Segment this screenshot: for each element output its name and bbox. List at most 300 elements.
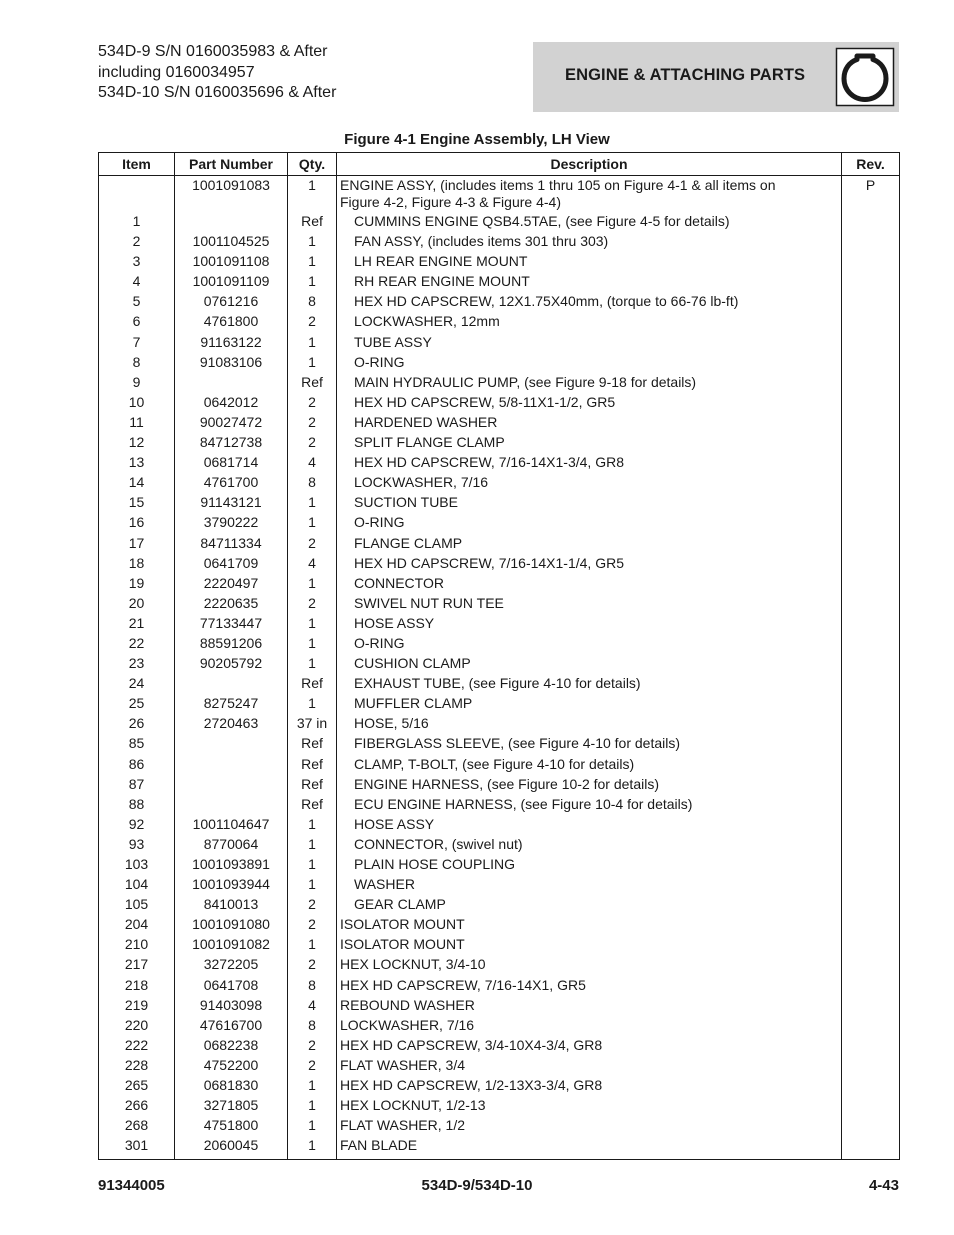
part-number-cell: 91163122 [175,334,288,354]
description-line: HEX HD CAPSCREW, 7/16-14X1-3/4, GR8 [354,454,624,471]
description-line: HEX HD CAPSCREW, 7/16-14X1-1/4, GR5 [354,554,624,571]
rev-cell [842,1037,900,1057]
description-cell [337,655,842,675]
description-cell [337,414,842,434]
part-number-cell [175,796,288,816]
qty-cell: 1 [288,816,337,836]
item-cell: 217 [99,956,175,976]
rev-cell [842,535,900,555]
item-cell: 7 [99,334,175,354]
part-number-cell: 0681830 [175,1077,288,1097]
item-cell: 265 [99,1077,175,1097]
table-row [99,1117,900,1137]
description-cell [337,997,842,1017]
part-number-cell: 0682238 [175,1037,288,1057]
rev-cell [842,293,900,313]
description-line: LOCKWASHER, 7/16 [340,1016,475,1033]
table-row [99,1097,900,1117]
description-line: FLANGE CLAMP [354,534,463,551]
part-number-cell: 1001091108 [175,253,288,273]
description-line: REBOUND WASHER [340,996,475,1013]
description-line: TUBE ASSY [354,333,432,350]
table-header-row [99,153,900,176]
table-row [99,494,900,514]
item-cell: 19 [99,575,175,595]
qty-cell: Ref [288,756,337,776]
description-cell [337,176,842,214]
qty-cell: 2 [288,434,337,454]
description-line: SUCTION TUBE [354,494,458,511]
table-row [99,977,900,997]
description-cell [337,233,842,253]
col-header-description: Description [337,153,842,176]
rev-cell [842,273,900,293]
description-line: HEX HD CAPSCREW, 5/8-11X1-1/2, GR5 [354,393,616,410]
qty-cell: 8 [288,977,337,997]
description-line: FAN ASSY, (includes items 301 thru 303) [354,233,609,250]
item-cell: 204 [99,916,175,936]
qty-cell: 4 [288,997,337,1017]
table-row [99,1077,900,1097]
rev-cell [842,374,900,394]
description-line: MAIN HYDRAULIC PUMP, (see Figure 9-18 for details) [354,373,697,390]
rev-cell [842,756,900,776]
table-row [99,595,900,615]
item-cell: 22 [99,635,175,655]
part-number-cell: 77133447 [175,615,288,635]
qty-cell: 2 [288,595,337,615]
rev-cell [842,655,900,675]
item-cell: 4 [99,273,175,293]
part-number-cell: 0761216 [175,293,288,313]
table-row [99,856,900,876]
qty-cell: 1 [288,695,337,715]
part-number-cell: 2220497 [175,575,288,595]
qty-cell: Ref [288,796,337,816]
rev-cell [842,1017,900,1037]
item-cell [99,176,175,214]
item-cell: 17 [99,535,175,555]
item-cell: 18 [99,555,175,575]
part-number-cell: 8275247 [175,695,288,715]
description-line: HEX LOCKNUT, 1/2-13 [340,1097,486,1114]
qty-cell: Ref [288,213,337,233]
rev-cell [842,1137,900,1160]
table-row [99,776,900,796]
qty-cell: 2 [288,896,337,916]
table-row [99,675,900,695]
description-line: HEX HD CAPSCREW, 1/2-13X3-3/4, GR8 [340,1077,603,1094]
table-row [99,836,900,856]
item-cell: 266 [99,1097,175,1117]
part-number-cell: 84711334 [175,535,288,555]
table-row [99,213,900,233]
qty-cell: Ref [288,776,337,796]
description-cell [337,635,842,655]
rev-cell [842,997,900,1017]
item-cell: 301 [99,1137,175,1160]
item-cell: 222 [99,1037,175,1057]
description-cell [337,715,842,735]
description-cell [337,595,842,615]
rev-cell [842,735,900,755]
description-line: ISOLATOR MOUNT [340,916,465,933]
description-line: FLAT WASHER, 1/2 [340,1117,465,1134]
description-line: PLAIN HOSE COUPLING [354,856,516,872]
table-row [99,535,900,555]
description-cell [337,273,842,293]
description-cell [337,615,842,635]
item-cell: 105 [99,896,175,916]
section-title: ENGINE & ATTACHING PARTS [565,66,806,84]
description-line: RH REAR ENGINE MOUNT [354,273,530,290]
description-cell [337,474,842,494]
description-line: O-RING [354,514,405,531]
table-row [99,394,900,414]
description-line: HARDENED WASHER [354,413,498,430]
table-row [99,756,900,776]
item-cell: 2 [99,233,175,253]
description-cell [337,1117,842,1137]
description-line: ISOLATOR MOUNT [340,936,465,953]
item-cell: 87 [99,776,175,796]
table-row [99,635,900,655]
part-number-cell: 90027472 [175,414,288,434]
part-number-cell [175,735,288,755]
qty-cell: 1 [288,1077,337,1097]
description-line: FIBERGLASS SLEEVE, (see Figure 4-10 for details) [354,735,681,752]
description-cell [337,293,842,313]
qty-cell: 2 [288,1057,337,1077]
qty-cell: 1 [288,1097,337,1117]
description-cell [337,816,842,836]
item-cell: 10 [99,394,175,414]
table-row [99,293,900,313]
qty-cell: 1 [288,334,337,354]
description-line: LOCKWASHER, 12mm [354,313,500,330]
rev-cell [842,394,900,414]
description-cell [337,675,842,695]
item-cell: 1 [99,213,175,233]
item-cell: 9 [99,374,175,394]
table-row [99,735,900,755]
item-cell: 85 [99,735,175,755]
item-cell: 268 [99,1117,175,1137]
qty-cell: Ref [288,374,337,394]
qty-cell: 1 [288,494,337,514]
description-cell [337,253,842,273]
serial-line-3: 534D-10 S/N 0160035696 & After [98,84,337,101]
qty-cell: Ref [288,735,337,755]
rev-cell [842,1077,900,1097]
item-cell: 23 [99,655,175,675]
rev-cell [842,1097,900,1117]
rev-cell [842,956,900,976]
table-row [99,354,900,374]
description-line: ENGINE ASSY, (includes items 1 thru 105 on Figure 4-1 & all items on [340,177,776,193]
table-row [99,695,900,715]
description-cell [337,735,842,755]
description-line: CUMMINS ENGINE QSB4.5TAE, (see Figure 4-5 for details) [354,213,730,229]
table-row [99,474,900,494]
description-cell [337,756,842,776]
item-cell: 21 [99,615,175,635]
qty-cell: 1 [288,354,337,374]
table-row [99,1037,900,1057]
item-cell: 218 [99,977,175,997]
description-line: HOSE ASSY [354,815,435,832]
item-cell: 12 [99,434,175,454]
parts-table-body [99,176,900,1160]
rev-cell [842,1057,900,1077]
rev-cell [842,494,900,514]
qty-cell: 1 [288,575,337,595]
part-number-cell: 91083106 [175,354,288,374]
description-cell [337,313,842,333]
rev-cell [842,595,900,615]
item-cell: 6 [99,313,175,333]
rev-cell [842,414,900,434]
description-cell [337,454,842,474]
rev-cell [842,977,900,997]
item-cell: 220 [99,1017,175,1037]
rev-cell [842,916,900,936]
description-line: O-RING [354,634,405,651]
description-cell [337,1097,842,1117]
item-cell: 25 [99,695,175,715]
description-line: FAN BLADE [340,1137,418,1154]
figure-title: Figure 4-1 Engine Assembly, LH View [344,131,610,148]
qty-cell: 1 [288,176,337,214]
description-cell [337,374,842,394]
table-row [99,273,900,293]
table-row [99,615,900,635]
description-line: HEX HD CAPSCREW, 3/4-10X4-3/4, GR8 [340,1036,603,1053]
part-number-cell [175,675,288,695]
description-cell [337,535,842,555]
description-cell [337,1037,842,1057]
description-cell [337,1137,842,1160]
part-number-cell: 0641709 [175,555,288,575]
description-line: HOSE, 5/16 [354,715,429,732]
rev-cell [842,555,900,575]
description-cell [337,213,842,233]
table-row [99,1017,900,1037]
description-cell [337,695,842,715]
engine-icon [835,47,895,107]
part-number-cell: 1001091109 [175,273,288,293]
rev-cell [842,334,900,354]
qty-cell: 8 [288,1017,337,1037]
description-cell [337,956,842,976]
description-cell [337,896,842,916]
description-cell [337,394,842,414]
description-line: Figure 4-2, Figure 4-3 & Figure 4-4) [340,194,561,210]
part-number-cell: 2720463 [175,715,288,735]
description-line: O-RING [354,353,405,370]
description-cell [337,936,842,956]
item-cell: 3 [99,253,175,273]
description-line: EXHAUST TUBE, (see Figure 4-10 for details) [354,675,641,692]
item-cell: 24 [99,675,175,695]
rev-cell [842,514,900,534]
qty-cell: 2 [288,916,337,936]
table-row [99,514,900,534]
item-cell: 16 [99,514,175,534]
description-line: HEX HD CAPSCREW, 12X1.75X40mm, (torque to 66-76 lb-ft) [354,293,739,310]
description-cell [337,354,842,374]
qty-cell: 2 [288,1037,337,1057]
serial-line-2: including 0160034957 [98,63,255,81]
footer-page-number: 4-43 [868,1177,899,1194]
item-cell: 104 [99,876,175,896]
part-number-cell: 88591206 [175,635,288,655]
rev-cell [842,675,900,695]
table-row [99,997,900,1017]
table-row [99,896,900,916]
part-number-cell: 1001091083 [175,176,288,214]
part-number-cell: 8770064 [175,836,288,856]
table-row [99,956,900,976]
part-number-cell: 90205792 [175,655,288,675]
qty-cell: 1 [288,936,337,956]
part-number-cell: 4761700 [175,474,288,494]
rev-cell [842,575,900,595]
col-header-part-number: Part Number [175,153,288,176]
item-cell: 5 [99,293,175,313]
item-cell: 210 [99,936,175,956]
part-number-cell [175,213,288,233]
part-number-cell: 1001093944 [175,876,288,896]
qty-cell: 1 [288,1117,337,1137]
qty-cell: 1 [288,273,337,293]
description-line: CONNECTOR, (swivel nut) [354,835,523,852]
rev-cell [842,695,900,715]
parts-table [98,152,900,1160]
item-cell: 103 [99,856,175,876]
part-number-cell [175,374,288,394]
item-cell: 228 [99,1057,175,1077]
qty-cell: 2 [288,414,337,434]
description-line: LOCKWASHER, 7/16 [354,474,489,491]
description-line: MUFFLER CLAMP [354,695,473,712]
description-cell [337,434,842,454]
rev-cell [842,313,900,333]
table-row [99,233,900,253]
qty-cell: 1 [288,233,337,253]
qty-cell: 8 [288,474,337,494]
rev-cell [842,615,900,635]
part-number-cell: 2220635 [175,595,288,615]
rev-cell [842,715,900,735]
rev-cell [842,233,900,253]
description-line: HEX HD CAPSCREW, 7/16-14X1, GR5 [340,976,586,993]
description-cell [337,836,842,856]
qty-cell: 4 [288,454,337,474]
col-header-rev: Rev. [842,153,900,176]
table-row [99,374,900,394]
col-header-item: Item [99,153,175,176]
section-header [533,42,899,112]
col-header-qty: Qty. [288,153,337,176]
table-row [99,555,900,575]
part-number-cell: 47616700 [175,1017,288,1037]
description-cell [337,555,842,575]
table-row [99,816,900,836]
description-cell [337,856,842,876]
rev-cell [842,434,900,454]
item-cell: 86 [99,756,175,776]
part-number-cell: 1001091082 [175,936,288,956]
qty-cell: Ref [288,675,337,695]
item-cell: 14 [99,474,175,494]
qty-cell: 1 [288,635,337,655]
item-cell: 11 [99,414,175,434]
qty-cell: 1 [288,655,337,675]
table-row [99,313,900,333]
item-cell: 15 [99,494,175,514]
qty-cell: 1 [288,1137,337,1160]
description-cell [337,796,842,816]
part-number-cell: 3271805 [175,1097,288,1117]
description-cell [337,916,842,936]
rev-cell [842,1117,900,1137]
item-cell: 92 [99,816,175,836]
part-number-cell: 0641708 [175,977,288,997]
part-number-cell: 84712738 [175,434,288,454]
description-cell [337,514,842,534]
part-number-cell: 1001091080 [175,916,288,936]
rev-cell [842,354,900,374]
qty-cell: 37 in [288,715,337,735]
table-row [99,434,900,454]
description-line: WASHER [354,876,415,893]
qty-cell: 1 [288,876,337,896]
qty-cell: 2 [288,535,337,555]
part-number-cell: 91143121 [175,494,288,514]
rev-cell [842,876,900,896]
description-cell [337,1077,842,1097]
serial-line-1: 534D-9 S/N 0160035983 & After [98,43,328,60]
table-row [99,916,900,936]
rev-cell [842,213,900,233]
part-number-cell: 3272205 [175,956,288,976]
rev-cell [842,796,900,816]
description-line: SPLIT FLANGE CLAMP [354,434,505,451]
table-row [99,715,900,735]
part-number-cell: 91403098 [175,997,288,1017]
description-line: CONNECTOR [354,574,444,591]
description-cell [337,776,842,796]
description-line: SWIVEL NUT RUN TEE [354,594,504,611]
table-row [99,936,900,956]
qty-cell: 2 [288,956,337,976]
table-row [99,454,900,474]
table-row [99,655,900,675]
table-row [99,876,900,896]
rev-cell [842,635,900,655]
part-number-cell: 0681714 [175,454,288,474]
item-cell: 13 [99,454,175,474]
qty-cell: 4 [288,555,337,575]
qty-cell: 1 [288,856,337,876]
part-number-cell: 1001093891 [175,856,288,876]
part-number-cell: 8410013 [175,896,288,916]
description-cell [337,575,842,595]
item-cell: 93 [99,836,175,856]
table-row [99,575,900,595]
part-number-cell: 0642012 [175,394,288,414]
